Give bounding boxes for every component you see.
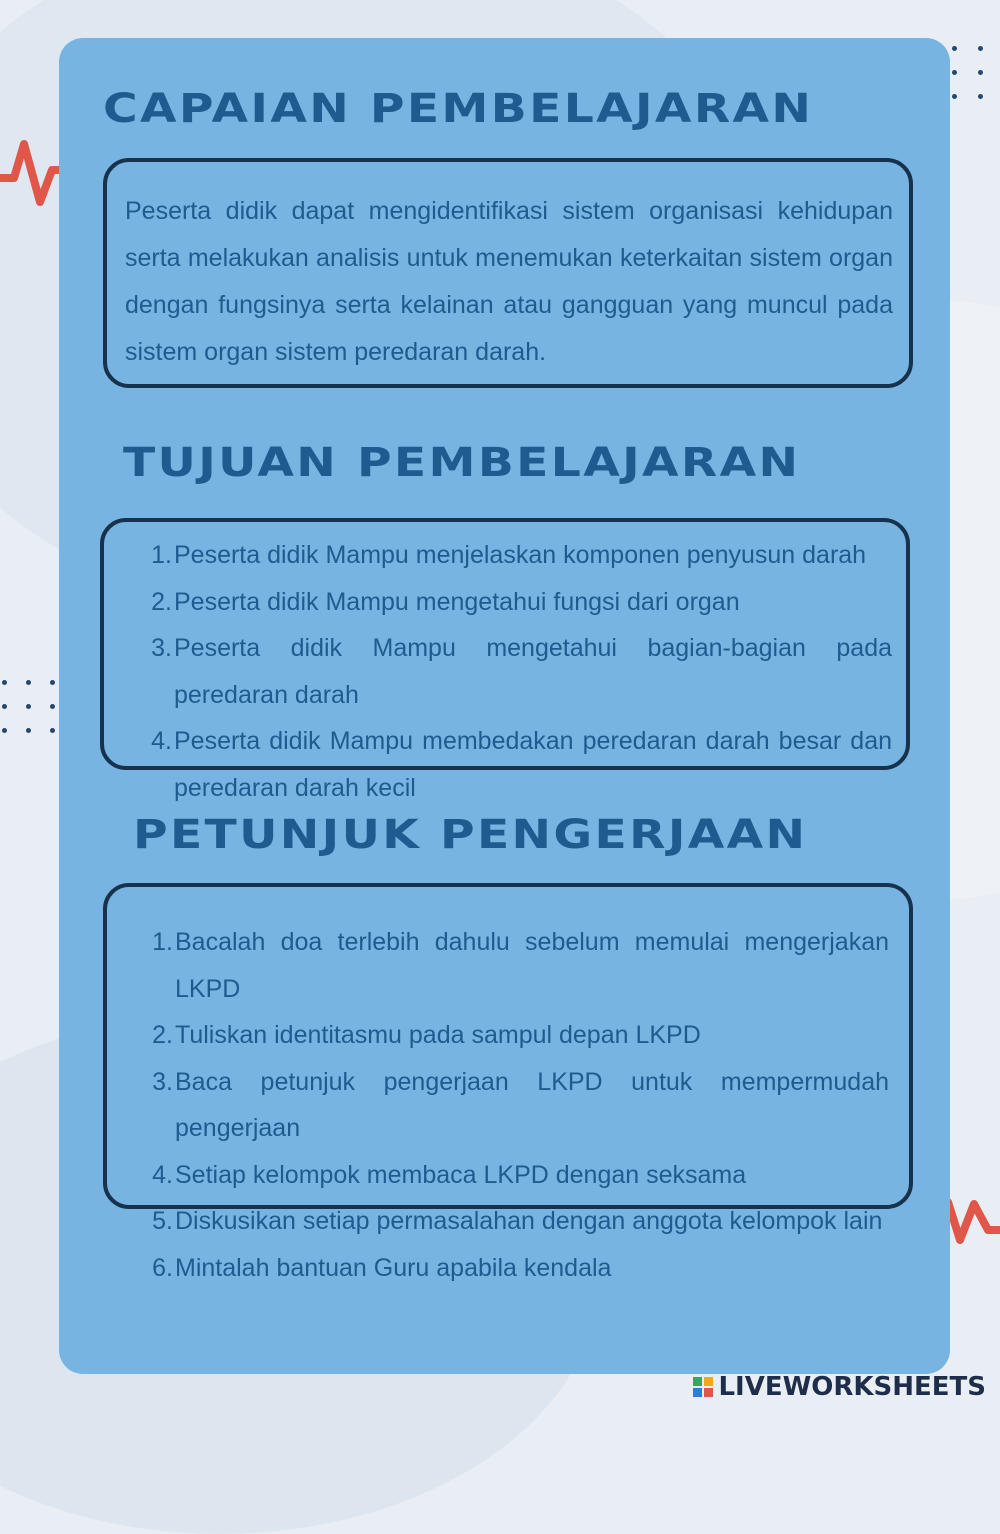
petunjuk-list bbox=[149, 919, 889, 1291]
list-item: 2. Tuliskan identitasmu pada sampul depan LKPD bbox=[152, 1021, 701, 1049]
zigzag-decoration-left bbox=[0, 130, 62, 210]
list-item: 5. Diskusikan setiap permasalahan dengan anggota kelompok lain bbox=[152, 1207, 883, 1235]
capaian-text: Peserta didik dapat mengidentifikasi sistem organisasi kehidupan serta melakukan analisis untuk menemukan keterkaitan sistem organ dengan fungsinya serta kelainan atau gangguan yang muncul pada sistem organ sistem peredaran darah. bbox=[125, 197, 893, 366]
heading-capaian-pembelajaran: CAPAIAN PEMBELAJARAN bbox=[103, 86, 814, 132]
dot-grid-decoration-left bbox=[0, 678, 60, 738]
petunjuk-box bbox=[103, 883, 913, 1282]
capaian-box bbox=[103, 158, 913, 388]
tujuan-list bbox=[148, 532, 892, 811]
list-item: 1. Peserta didik Mampu menjelaskan komponen penyusun darah bbox=[151, 541, 867, 569]
heading-tujuan-pembelajaran: TUJUAN PEMBELAJARAN bbox=[123, 440, 801, 486]
dot-grid-decoration-top-right bbox=[950, 44, 990, 104]
watermark-text: LIVEWORKSHEETS bbox=[718, 1372, 986, 1402]
zigzag-decoration-right bbox=[948, 1190, 1000, 1260]
liveworksheets-logo-icon bbox=[693, 1377, 713, 1397]
list-item: 6. Mintalah bantuan Guru apabila kendala bbox=[152, 1253, 612, 1282]
list-item: 1. Bacalah doa terlebih dahulu sebelum memulai mengerjakan LKPD bbox=[152, 928, 889, 1003]
list-item: 4. Setiap kelompok membaca LKPD dengan seksama bbox=[152, 1160, 747, 1189]
liveworksheets-watermark bbox=[693, 1372, 986, 1402]
heading-petunjuk-pengerjaan: PETUNJUK PENGERJAAN bbox=[133, 812, 808, 858]
tujuan-box bbox=[100, 518, 910, 802]
list-item: 2. Peserta didik Mampu mengetahui fungsi dari organ bbox=[151, 587, 740, 616]
list-item: 3. Peserta didik Mampu mengetahui bagian-bagian pada peredaran darah bbox=[151, 634, 892, 709]
list-item: 3. Baca petunjuk pengerjaan LKPD untuk mempermudah pengerjaan bbox=[152, 1067, 889, 1142]
list-item: 4. Peserta didik Mampu membedakan peredaran darah besar dan peredaran darah kecil bbox=[151, 727, 892, 802]
